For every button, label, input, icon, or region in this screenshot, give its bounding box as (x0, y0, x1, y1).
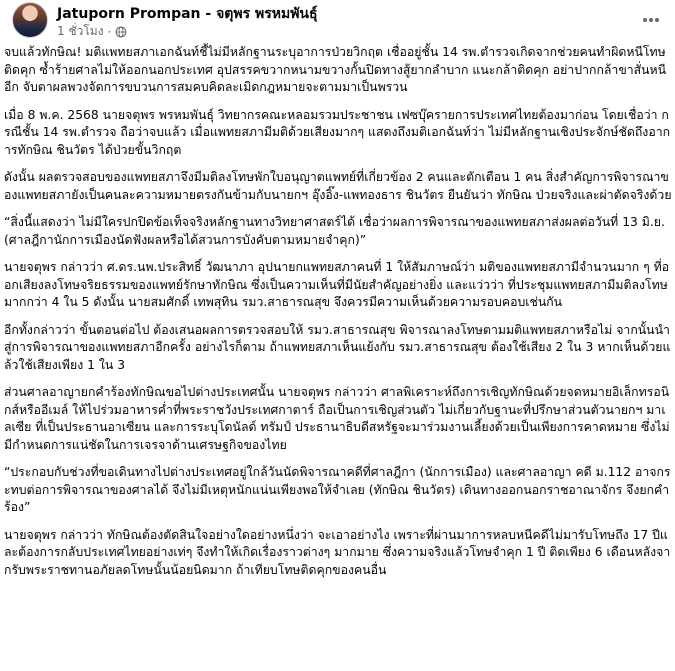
post-paragraph: “ประกอบกับช่วงที่ขอเดินทางไปต่างประเทศอยู่ใกล้วันนัดพิจารณาคดีที่ศาลฎีกา (นักการเมือง) และศาลอาญา คดี ม.112 อาจกระทบต่อการพิจารณาของศาลได้ จึงไม่มีเหตุหนักแน่นเพียงพอให้จำเลย (ทักษิณ ชินวัตร) เดินทางออกนอกราชอาณาจักร จึงยกคำร้อง” (4, 465, 671, 514)
post-header (0, 0, 675, 40)
more-options-icon[interactable] (637, 6, 665, 34)
post-paragraph: ส่วนศาลอาญายกคำร้องทักษิณขอไปต่างประเทศนั้น นายจตุพร กล่าวว่า ศาลพิเคราะห์ถึงการเชิญทักษิณด้วยจดหมายอิเล็กทรอนิกส์หรืออีเมล์ ให้ไปร่วมอาหารค่ำที่พระราชวังประเทศกาตาร์ ถือเป็นการเชิญส่วนตัว ไม่เกี่ยวกับฐานะที่ปรึกษาส่วนตัวนายกฯ มาเลเซีย ที่เป็นประธานอาเซียน และการระบุโดนัลด์ ทรัมป์ ประธานาธิบดีสหรัฐจะมาร่วมงานเลี้ยงด้วยเป็นเพียงการคาดหมาย ซึ่งไม่มีกำหนดการแน่ชัดในการเจรจาด้านเศรษฐกิจของไทย (4, 385, 670, 452)
post-paragraph: เมื่อ 8 พ.ค. 2568 นายจตุพร พรหมพันธุ์ วิทยากรคณะหลอมรวมประชาชน เฟซบุ๊ครายการประเทศไทยต้องมาก่อน โดยเชื่อว่า กรณีชั้น 14 รพ.ตำรวจ ถือว่าจบแล้ว เมื่อแพทยสภามีมติด้วยเสียงมากๆ แสดงถึงมติเอกฉันท์ว่า ไม่มีหลักฐานเชิงประจักษ์ชัดถึงอาการทักษิณ ชินวัตร ได้ป่วยขั้นวิกฤต (4, 107, 671, 157)
post-paragraph: นายจตุพร กล่าวว่า ศ.ดร.นพ.ประสิทธิ์ วัฒนาภา อุปนายกแพทยสภาคนที่ 1 ให้สัมภาษณ์ว่า มติของแพทยสภามีจำนวนมาก ๆ ที่ออกเสียงลงโทษจริยธรรมของแพทย์รักษาทักษิณ ซึ่งเป็นความเห็นที่มีนัยสำคัญอย่างยิ่ง และแว่วว่า ที่ประชุมแพทยสภามีมติลงโทษมากกว่า 4 ใน 5 ดังนั้น นายสมศักดิ์ เทพสุทิน รมว.สาธารณสุข จึงควรมีความเห็นด้วยความรอบคอบเช่นกัน (4, 260, 670, 309)
post-time[interactable]: 1 ชั่วโมง (57, 24, 104, 38)
post-paragraph: อีกทั้งกล่าวว่า ขั้นตอนต่อไป ต้องเสนอผลการตรวจสอบให้ รมว.สาธารณสุข พิจารณาลงโทษตามมติแพทยสภาหรือไม่ จากนั้นนำสู่การพิจารณาของแพทยสภาอีกครั้ง อย่างไรก็ตาม ถ้าแพทยสภาเห็นแย้งกับ รมว.สาธารณสุข ต้องใช้เสียง 2 ใน 3 หากเห็นด้วยแล้วใช้เสียงเพียง 1 ใน 3 (4, 322, 671, 372)
post-paragraph: จบแล้วทักษิณ! มติแพทยสภาเอกฉันท์ชี้ไม่มีหลักฐานระบุอาการป่วยวิกฤต เชื่ออยู่ชั้น 14 รพ.ตำรวจเกิดจากช่วยคนทำผิดหนีโทษติดคุก ซ้ำร้ายศาลไม่ให้ออกนอกประเทศ อุปสรรคขวากหนามขวางกั้นปิดทางสู้ยากลำบาก แนะกล้าติดคุก อย่าปากกล้าขาสั่นหนีอีก จับตาผลพวงจัดการขบวนการสมคบคิดละเมิดกฎหมายจะตามมาเป็นพรวน (4, 45, 667, 94)
post-body (4, 44, 672, 589)
author-name[interactable]: Jatuporn Prompan - จตุพร พรหมพันธุ์ (57, 6, 318, 22)
avatar[interactable] (12, 2, 48, 38)
post-paragraph: ดังนั้น ผลตรวจสอบของแพทยสภาจึงมีมติลงโทษพักใบอนุญาตแพทย์ที่เกี่ยวข้อง 2 คนและตักเตือน 1 คน สิ่งสำคัญการพิจารณาของแพทยสภายังเป็นคนละความหมายตรงกันข้ามกับนายกฯ อุ๊งอิ๊ง-แพทองธาร ชินวัตร ยืนยันว่า ทักษิณ ป่วยจริงและผ่าตัดจริงด้วย (4, 170, 672, 202)
post-meta: 1 ชั่วโมง · (57, 22, 127, 41)
post-paragraph: “สิ่งนี้แสดงว่า ไม่มีใครปกปิดข้อเท็จจริงหลักฐานทางวิทยาศาสตร์ได้ เชื่อว่าผลการพิจารณาของแพทยสภาส่งผลต่อวันที่ 13 มิ.ย. (ศาลฎีกานักการเมืองนัดฟังผลหรือได้สวนการบังคับตามหมายจำคุก)” (4, 215, 665, 247)
post-paragraph: นายจตุพร กล่าวว่า ทักษิณต้องตัดสินใจอย่างใดอย่างหนึ่งว่า จะเอาอย่างไง เพราะที่ผ่านมาการหลบหนีคดีไม่มารับโทษถึง 17 ปีและต้องการกลับประเทศไทยอย่างเท่ๆ จึงทำให้เกิดเรื่องราวต่างๆ มากมาย ซึ่งความจริงแล้วโทษจำคุก 1 ปี ติดเพียง 6 เดือนหลังจากรับพระราชทานอภัยลดโทษนั้นน้อยนิดมาก ถ้าเทียบโทษติดคุกของคนอื่น (4, 527, 671, 577)
globe-icon (115, 26, 127, 38)
